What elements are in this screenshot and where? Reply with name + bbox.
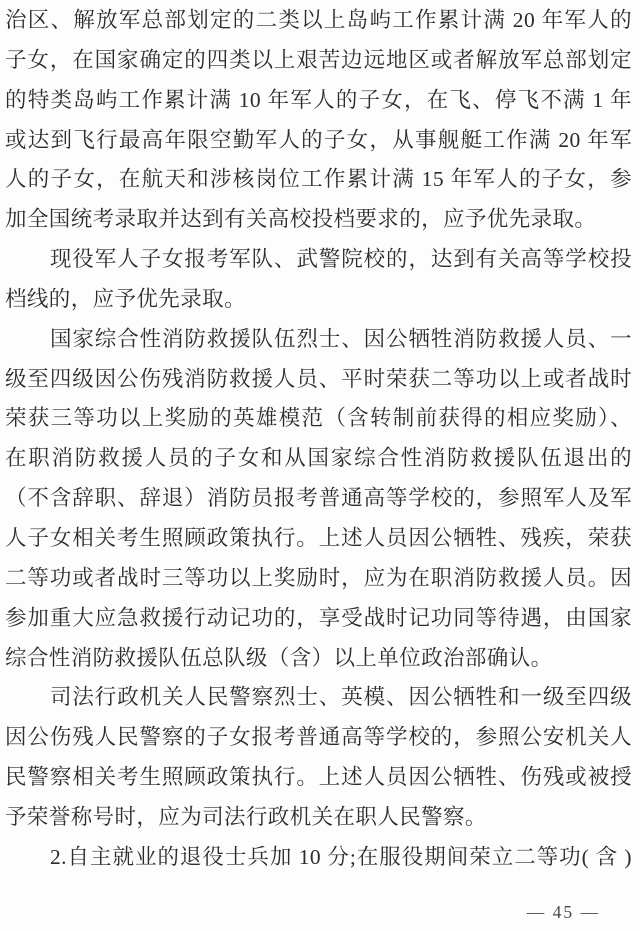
document-line: 治区、解放军总部划定的二类以上岛屿工作累计满 20 年军人的 <box>5 8 632 32</box>
document-line: 的特类岛屿工作累计满 10 年军人的子女，在飞、停飞不满 1 年 <box>5 87 632 112</box>
document-line: 因公伤残人民警察的子女报考普通高等学校的，参照公安机关人 <box>5 725 632 750</box>
document-line: 人的子女，在航天和涉核岗位工作累计满 15 年军人的子女，参 <box>5 167 632 192</box>
document-line: 2.自主就业的退役士兵加 10 分;在服役期间荣立二等功( 含 ) <box>50 844 632 869</box>
document-line: 综合性消防救援队伍总队级（含）以上单位政治部确认。 <box>5 645 553 670</box>
document-line: （不含辞职、辞退）消防员报考普通高等学校的，参照军人及军 <box>5 486 632 511</box>
document-line: 级至四级因公伤残消防救援人员、平时荣获二等功以上或者战时 <box>5 366 632 391</box>
document-line: 予荣誉称号时，应为司法行政机关在职人民警察。 <box>5 804 487 829</box>
document-line: 或达到飞行最高年限空勤军人的子女，从事舰艇工作满 20 年军 <box>5 127 632 152</box>
document-line: 加全国统考录取并达到有关高校投档要求的，应予优先录取。 <box>5 207 597 232</box>
document-line: 国家综合性消防救援队伍烈士、因公牺牲消防救援人员、一 <box>50 326 632 351</box>
document-line: 子女，在国家确定的四类以上艰苦边远地区或者解放军总部划定 <box>5 47 632 72</box>
document-line: 司法行政机关人民警察烈士、英模、因公牺牲和一级至四级 <box>50 685 632 710</box>
document-line: 参加重大应急救援行动记功的，享受战时记功同等待遇，由国家 <box>5 605 632 630</box>
document-line: 民警察相关考生照顾政策执行。上述人员因公牺牲、伤残或被授 <box>5 765 632 790</box>
document-line: 在职消防救援人员的子女和从国家综合性消防救援队伍退出的 <box>5 446 632 471</box>
document-lines <box>5 1 632 878</box>
document-line: 人子女相关考生照顾政策执行。上述人员因公牺牲、残疾，荣获 <box>5 525 632 550</box>
document-line: 二等功或者战时三等功以上奖励时，应为在职消防救援人员。因 <box>5 565 632 590</box>
document-line: 现役军人子女报考军队、武警院校的，达到有关高等学校投 <box>50 247 632 272</box>
document-line: 档线的，应予优先录取。 <box>5 286 246 311</box>
document-line: 荣获三等功以上奖励的英雄模范（含转制前获得的相应奖励）、 <box>5 406 632 431</box>
page-number: — 45 — <box>526 902 600 922</box>
